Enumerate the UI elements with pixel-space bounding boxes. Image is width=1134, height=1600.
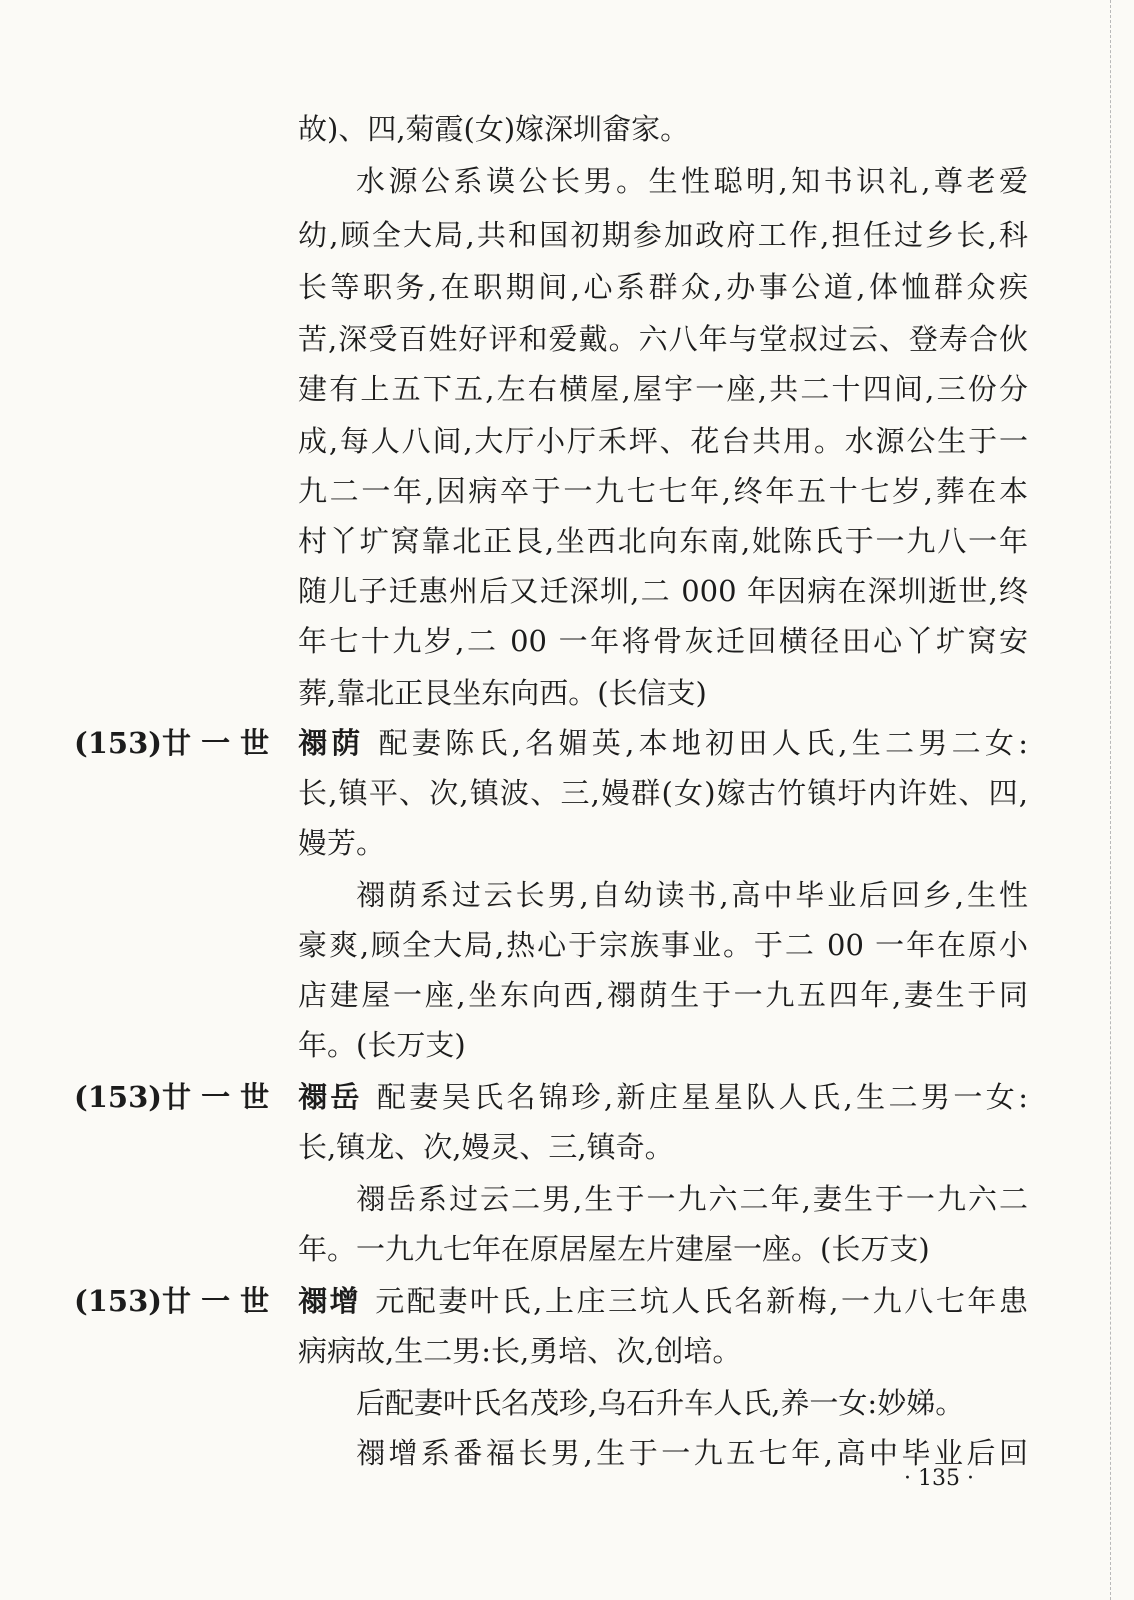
entry-heading: (153)廿 一 世 禤增 元配妻叶氏,上庄三坑人氏名新梅,一九八七年患: [0, 1276, 1134, 1326]
generation-label: (153)廿 一 世: [74, 1284, 270, 1318]
text-line: 店建屋一座,坐东向西,禤荫生于一九五四年,妻生于同: [298, 978, 1028, 1012]
text-line: 年。一九九七年在原居屋左片建屋一座。(长万支): [298, 1232, 930, 1266]
text-line: 禤增系番福长男,生于一九五七年,高中毕业后回: [356, 1436, 1028, 1470]
text-line: 长,镇平、次,镇波、三,嫚群(女)嫁古竹镇圩内许姓、四,: [298, 776, 1028, 810]
text-line: 长等职务,在职期间,心系群众,办事公道,体恤群众疾: [298, 270, 1028, 304]
text-line: 年。(长万支): [298, 1028, 466, 1062]
text-line: 九二一年,因病卒于一九七七年,终年五十七岁,葬在本: [298, 474, 1028, 508]
text-line: 病病故,生二男:长,勇培、次,创培。: [298, 1334, 742, 1368]
text-line: 建有上五下五,左右横屋,屋宇一座,共二十四间,三份分: [298, 372, 1028, 406]
entry-heading: (153)廿 一 世 禤荫 配妻陈氏,名媚英,本地初田人氏,生二男二女:: [0, 718, 1134, 768]
text-line: 豪爽,顾全大局,热心于宗族事业。于二 00 一年在原小: [298, 928, 1028, 962]
page-number: · 135 ·: [904, 1466, 974, 1491]
generation-label: (153)廿 一 世: [74, 726, 270, 760]
text-line: 禤岳系过云二男,生于一九六二年,妻生于一九六二: [356, 1182, 1028, 1216]
person-name: 禤增: [298, 1284, 362, 1318]
entry-heading: (153)廿 一 世 禤岳 配妻吴氏名锦珍,新庄星星队人氏,生二男一女:: [0, 1072, 1134, 1122]
text-line: 后配妻叶氏名茂珍,乌石升车人氏,养一女:妙娣。: [356, 1386, 965, 1420]
text-line: 成,每人八间,大厅小厅禾坪、花台共用。水源公生于一: [298, 424, 1028, 458]
text-line: 故)、四,菊霞(女)嫁深圳畲家。: [298, 112, 690, 146]
text-line: 幼,顾全大局,共和国初期参加政府工作,担任过乡长,科: [298, 218, 1028, 252]
text-line: 嫚芳。: [298, 826, 386, 860]
text-line: 葬,靠北正艮坐东向西。(长信支): [298, 676, 707, 710]
person-name: 禤岳: [298, 1080, 363, 1114]
text-line: 随儿子迁惠州后又迁深圳,二 000 年因病在深圳逝世,终: [298, 574, 1028, 608]
person-name: 禤荫: [298, 726, 365, 760]
text-line: 苦,深受百姓好评和爱戴。六八年与堂叔过云、登寿合伙: [298, 322, 1028, 356]
text-line: 村丫圹窝靠北正艮,坐西北向东南,妣陈氏于一九八一年: [298, 524, 1028, 558]
text-line: 禤荫系过云长男,自幼读书,高中毕业后回乡,生性: [356, 878, 1028, 912]
text-line: 长,镇龙、次,嫚灵、三,镇奇。: [298, 1130, 674, 1164]
generation-label: (153)廿 一 世: [74, 1080, 270, 1114]
text-line: 水源公系谟公长男。生性聪明,知书识礼,尊老爱: [356, 164, 1028, 198]
text-line: 年七十九岁,二 00 一年将骨灰迁回横径田心丫圹窝安: [298, 624, 1028, 658]
